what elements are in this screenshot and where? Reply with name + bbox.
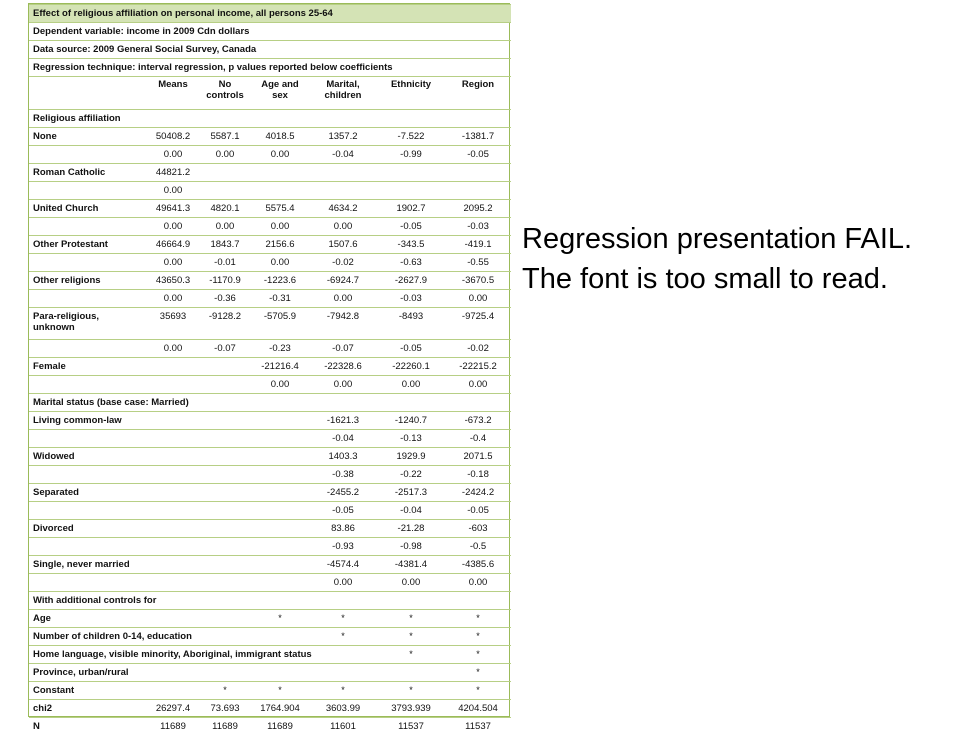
table-row: [29, 164, 511, 182]
table-cell: [199, 502, 251, 520]
row-label: [29, 340, 147, 358]
table-row: [29, 502, 511, 520]
table-note-technique: Regression technique: interval regression, p values reported below coefficients: [29, 59, 511, 77]
table-cell: [147, 448, 199, 466]
row-label: Religious affiliation: [29, 110, 511, 128]
table-row: [29, 466, 511, 484]
header-no-controls: No controls: [199, 77, 251, 110]
table-row: [29, 394, 511, 412]
table-note-data-source: Data source: 2009 General Social Survey, Canada: [29, 41, 511, 59]
table-cell: 1403.3: [309, 448, 377, 466]
table-cell: -673.2: [445, 412, 511, 430]
row-label: [29, 574, 147, 592]
table-row: [29, 556, 511, 574]
table-cell: [251, 484, 309, 502]
table-cell: [377, 182, 445, 200]
table-cell: 0.00: [309, 290, 377, 308]
table-cell: *: [445, 610, 511, 628]
table-cell: 1902.7: [377, 200, 445, 218]
table-cell: [199, 448, 251, 466]
table-cell: 3603.99: [309, 700, 377, 718]
table-cell: -22215.2: [445, 358, 511, 376]
table-cell: 83.86: [309, 520, 377, 538]
table-cell: [199, 376, 251, 394]
table-cell: -0.07: [309, 340, 377, 358]
table-cell: 11689: [251, 718, 309, 735]
table-cell: [199, 664, 251, 682]
table-cell: -0.31: [251, 290, 309, 308]
table-cell: 0.00: [251, 376, 309, 394]
table-cell: [147, 538, 199, 556]
table-cell: 0.00: [147, 146, 199, 164]
row-label: Age: [29, 610, 147, 628]
table-cell: 46664.9: [147, 236, 199, 254]
row-label: Divorced: [29, 520, 147, 538]
header-age-and-sex: Age and sex: [251, 77, 309, 110]
table-cell: [199, 430, 251, 448]
table-cell: 11601: [309, 718, 377, 735]
row-label: [29, 254, 147, 272]
header-cell-blank: [29, 77, 147, 110]
table-cell: [199, 466, 251, 484]
table-cell: -2455.2: [309, 484, 377, 502]
table-cell: -0.98: [377, 538, 445, 556]
caption-line-1: Regression presentation FAIL.: [522, 219, 958, 259]
table-cell: *: [377, 646, 445, 664]
row-label: Province, urban/rural: [29, 664, 147, 682]
table-cell: [377, 664, 445, 682]
table-cell: [199, 610, 251, 628]
row-label: [29, 218, 147, 236]
table-cell: 11537: [445, 718, 511, 735]
table-cell: [199, 164, 251, 182]
table-cell: *: [199, 682, 251, 700]
row-label: chi2: [29, 700, 147, 718]
table-cell: -2424.2: [445, 484, 511, 502]
table-cell: -343.5: [377, 236, 445, 254]
table-row: [29, 628, 511, 646]
table-cell: -0.05: [309, 502, 377, 520]
table-row: [29, 236, 511, 254]
row-label: Marital status (base case: Married): [29, 394, 511, 412]
row-label: [29, 290, 147, 308]
table-cell: [199, 520, 251, 538]
table-cell: [147, 466, 199, 484]
table-cell: 3793.939: [377, 700, 445, 718]
table-body: [29, 5, 511, 735]
table-cell: [309, 182, 377, 200]
table-cell: [147, 574, 199, 592]
header-marital-children: Marital, children: [309, 77, 377, 110]
table-cell: -419.1: [445, 236, 511, 254]
table-cell: *: [309, 682, 377, 700]
table-cell: -8493: [377, 308, 445, 340]
table-note-row: [29, 41, 511, 59]
table-cell: [147, 358, 199, 376]
table-cell: [199, 574, 251, 592]
table-cell: 2095.2: [445, 200, 511, 218]
table-cell: [147, 430, 199, 448]
regression-table: [28, 3, 510, 717]
table-cell: 1843.7: [199, 236, 251, 254]
table-cell: -0.03: [445, 218, 511, 236]
table-cell: *: [251, 682, 309, 700]
row-label: [29, 376, 147, 394]
table-cell: -5705.9: [251, 308, 309, 340]
table-row: [29, 340, 511, 358]
table-cell: -22260.1: [377, 358, 445, 376]
table-cell: [251, 430, 309, 448]
table-cell: 0.00: [147, 340, 199, 358]
table-cell: -1223.6: [251, 272, 309, 290]
table-cell: [147, 484, 199, 502]
header-ethnicity: Ethnicity: [377, 77, 445, 110]
table-cell: -0.01: [199, 254, 251, 272]
table-cell: -0.13: [377, 430, 445, 448]
table-cell: 1764.904: [251, 700, 309, 718]
table-cell: 49641.3: [147, 200, 199, 218]
table-cell: -6924.7: [309, 272, 377, 290]
table-note-row: [29, 59, 511, 77]
table-row: [29, 646, 511, 664]
table-cell: -21216.4: [251, 358, 309, 376]
table-cell: [445, 182, 511, 200]
table-cell: -0.07: [199, 340, 251, 358]
table-row: [29, 538, 511, 556]
table-cell: -0.03: [377, 290, 445, 308]
table-row: [29, 682, 511, 700]
table-cell: -0.02: [309, 254, 377, 272]
table-cell: -0.63: [377, 254, 445, 272]
table-row: [29, 308, 511, 340]
table-cell: 1357.2: [309, 128, 377, 146]
table-cell: 0.00: [251, 254, 309, 272]
table-cell: -22328.6: [309, 358, 377, 376]
row-label: Constant: [29, 682, 147, 700]
table-row: [29, 448, 511, 466]
table-cell: 1507.6: [309, 236, 377, 254]
table-cell: -0.55: [445, 254, 511, 272]
table-cell: -2627.9: [377, 272, 445, 290]
table-cell: [445, 164, 511, 182]
table-cell: 0.00: [199, 146, 251, 164]
table-cell: 26297.4: [147, 700, 199, 718]
table-cell: -0.4: [445, 430, 511, 448]
table-cell: 0.00: [377, 376, 445, 394]
table-cell: *: [445, 682, 511, 700]
table-cell: -603: [445, 520, 511, 538]
table-row: [29, 376, 511, 394]
table-cell: [147, 664, 199, 682]
table-cell: 11689: [199, 718, 251, 735]
regression-table-grid: [29, 4, 511, 735]
table-cell: -2517.3: [377, 484, 445, 502]
table-row: [29, 290, 511, 308]
table-row: [29, 700, 511, 718]
table-cell: *: [377, 610, 445, 628]
table-cell: -9725.4: [445, 308, 511, 340]
table-row: [29, 520, 511, 538]
table-cell: [251, 412, 309, 430]
table-row: [29, 664, 511, 682]
table-cell: -4385.6: [445, 556, 511, 574]
table-cell: -21.28: [377, 520, 445, 538]
row-label: Widowed: [29, 448, 147, 466]
table-cell: [199, 556, 251, 574]
row-label: [29, 182, 147, 200]
table-cell: 0.00: [147, 290, 199, 308]
table-cell: 5587.1: [199, 128, 251, 146]
row-label: N: [29, 718, 147, 735]
table-cell: 4204.504: [445, 700, 511, 718]
table-row: [29, 128, 511, 146]
row-label: With additional controls for: [29, 592, 511, 610]
row-label: [29, 502, 147, 520]
row-label: None: [29, 128, 147, 146]
table-cell: -7.522: [377, 128, 445, 146]
table-cell: 0.00: [309, 574, 377, 592]
table-cell: -0.93: [309, 538, 377, 556]
table-cell: *: [251, 610, 309, 628]
row-label: Living common-law: [29, 412, 147, 430]
table-cell: [251, 466, 309, 484]
table-cell: 0.00: [199, 218, 251, 236]
table-row: [29, 218, 511, 236]
table-cell: [251, 182, 309, 200]
table-cell: *: [445, 664, 511, 682]
table-cell: [309, 664, 377, 682]
table-cell: 1929.9: [377, 448, 445, 466]
table-cell: 0.00: [251, 146, 309, 164]
row-label: Female: [29, 358, 147, 376]
caption-line-2: The font is too small to read.: [522, 259, 958, 299]
table-cell: 35693: [147, 308, 199, 340]
table-cell: [147, 556, 199, 574]
table-cell: *: [445, 646, 511, 664]
table-cell: 11537: [377, 718, 445, 735]
table-cell: [147, 502, 199, 520]
table-header-row: [29, 77, 511, 110]
table-cell: *: [309, 628, 377, 646]
table-cell: -1381.7: [445, 128, 511, 146]
table-cell: 4018.5: [251, 128, 309, 146]
table-cell: -1170.9: [199, 272, 251, 290]
table-cell: -0.05: [377, 218, 445, 236]
table-cell: 0.00: [445, 376, 511, 394]
row-label: Number of children 0-14, education: [29, 628, 309, 646]
table-row: [29, 110, 511, 128]
table-cell: 0.00: [147, 254, 199, 272]
table-cell: -0.04: [309, 146, 377, 164]
table-cell: [251, 502, 309, 520]
table-cell: -7942.8: [309, 308, 377, 340]
table-cell: 44821.2: [147, 164, 199, 182]
table-cell: -0.04: [309, 430, 377, 448]
table-cell: -3670.5: [445, 272, 511, 290]
table-row: [29, 182, 511, 200]
table-row: [29, 200, 511, 218]
header-region: Region: [445, 77, 511, 110]
table-cell: 4634.2: [309, 200, 377, 218]
table-cell: -0.05: [445, 502, 511, 520]
table-cell: [251, 164, 309, 182]
table-cell: [251, 520, 309, 538]
table-row: [29, 718, 511, 735]
table-cell: -1240.7: [377, 412, 445, 430]
table-cell: [147, 682, 199, 700]
table-cell: [199, 182, 251, 200]
table-row: [29, 574, 511, 592]
table-cell: 4820.1: [199, 200, 251, 218]
table-cell: [199, 412, 251, 430]
table-cell: 0.00: [147, 182, 199, 200]
table-cell: -0.02: [445, 340, 511, 358]
table-cell: 50408.2: [147, 128, 199, 146]
table-row: [29, 272, 511, 290]
row-label: [29, 146, 147, 164]
table-cell: [377, 164, 445, 182]
table-cell: *: [377, 682, 445, 700]
table-cell: -0.23: [251, 340, 309, 358]
table-cell: -0.36: [199, 290, 251, 308]
table-cell: [251, 556, 309, 574]
table-cell: [147, 412, 199, 430]
table-cell: 2071.5: [445, 448, 511, 466]
table-cell: [309, 164, 377, 182]
table-cell: *: [445, 628, 511, 646]
row-label: Para-religious, unknown: [29, 308, 147, 340]
table-cell: [199, 484, 251, 502]
table-row: [29, 146, 511, 164]
table-cell: 0.00: [445, 574, 511, 592]
table-cell: [199, 538, 251, 556]
row-label: United Church: [29, 200, 147, 218]
table-cell: 0.00: [377, 574, 445, 592]
row-label: Other religions: [29, 272, 147, 290]
table-cell: 0.00: [445, 290, 511, 308]
table-row: [29, 484, 511, 502]
table-cell: 0.00: [251, 218, 309, 236]
table-cell: [199, 358, 251, 376]
table-cell: -0.22: [377, 466, 445, 484]
table-cell: [251, 664, 309, 682]
table-cell: [251, 448, 309, 466]
table-row: [29, 358, 511, 376]
row-label: [29, 538, 147, 556]
table-cell: 0.00: [147, 218, 199, 236]
table-row: [29, 254, 511, 272]
table-cell: -0.99: [377, 146, 445, 164]
table-cell: 5575.4: [251, 200, 309, 218]
table-cell: -4574.4: [309, 556, 377, 574]
row-label: Single, never married: [29, 556, 147, 574]
table-cell: -4381.4: [377, 556, 445, 574]
table-cell: [147, 520, 199, 538]
table-title: Effect of religious affiliation on personal income, all persons 25-64: [29, 5, 511, 23]
table-cell: -9128.2: [199, 308, 251, 340]
slide-caption: [522, 219, 958, 299]
row-label: Home language, visible minority, Aboriginal, immigrant status: [29, 646, 377, 664]
table-cell: 0.00: [309, 218, 377, 236]
row-label: [29, 466, 147, 484]
row-label: [29, 430, 147, 448]
table-cell: -0.38: [309, 466, 377, 484]
table-cell: 73.693: [199, 700, 251, 718]
row-label: Separated: [29, 484, 147, 502]
table-cell: [147, 376, 199, 394]
table-row: [29, 592, 511, 610]
table-cell: [251, 538, 309, 556]
table-note-dependent-variable: Dependent variable: income in 2009 Cdn dollars: [29, 23, 511, 41]
table-title-row: [29, 5, 511, 23]
table-row: [29, 412, 511, 430]
table-cell: -0.04: [377, 502, 445, 520]
table-row: [29, 430, 511, 448]
row-label: Roman Catholic: [29, 164, 147, 182]
table-cell: *: [309, 610, 377, 628]
table-cell: -1621.3: [309, 412, 377, 430]
table-row: [29, 610, 511, 628]
table-cell: *: [377, 628, 445, 646]
table-cell: -0.05: [445, 146, 511, 164]
table-cell: 43650.3: [147, 272, 199, 290]
table-cell: -0.18: [445, 466, 511, 484]
header-means: Means: [147, 77, 199, 110]
table-cell: [251, 574, 309, 592]
table-cell: -0.05: [377, 340, 445, 358]
table-cell: 2156.6: [251, 236, 309, 254]
row-label: Other Protestant: [29, 236, 147, 254]
table-cell: -0.5: [445, 538, 511, 556]
table-cell: [147, 610, 199, 628]
table-cell: 0.00: [309, 376, 377, 394]
table-cell: 11689: [147, 718, 199, 735]
table-note-row: [29, 23, 511, 41]
